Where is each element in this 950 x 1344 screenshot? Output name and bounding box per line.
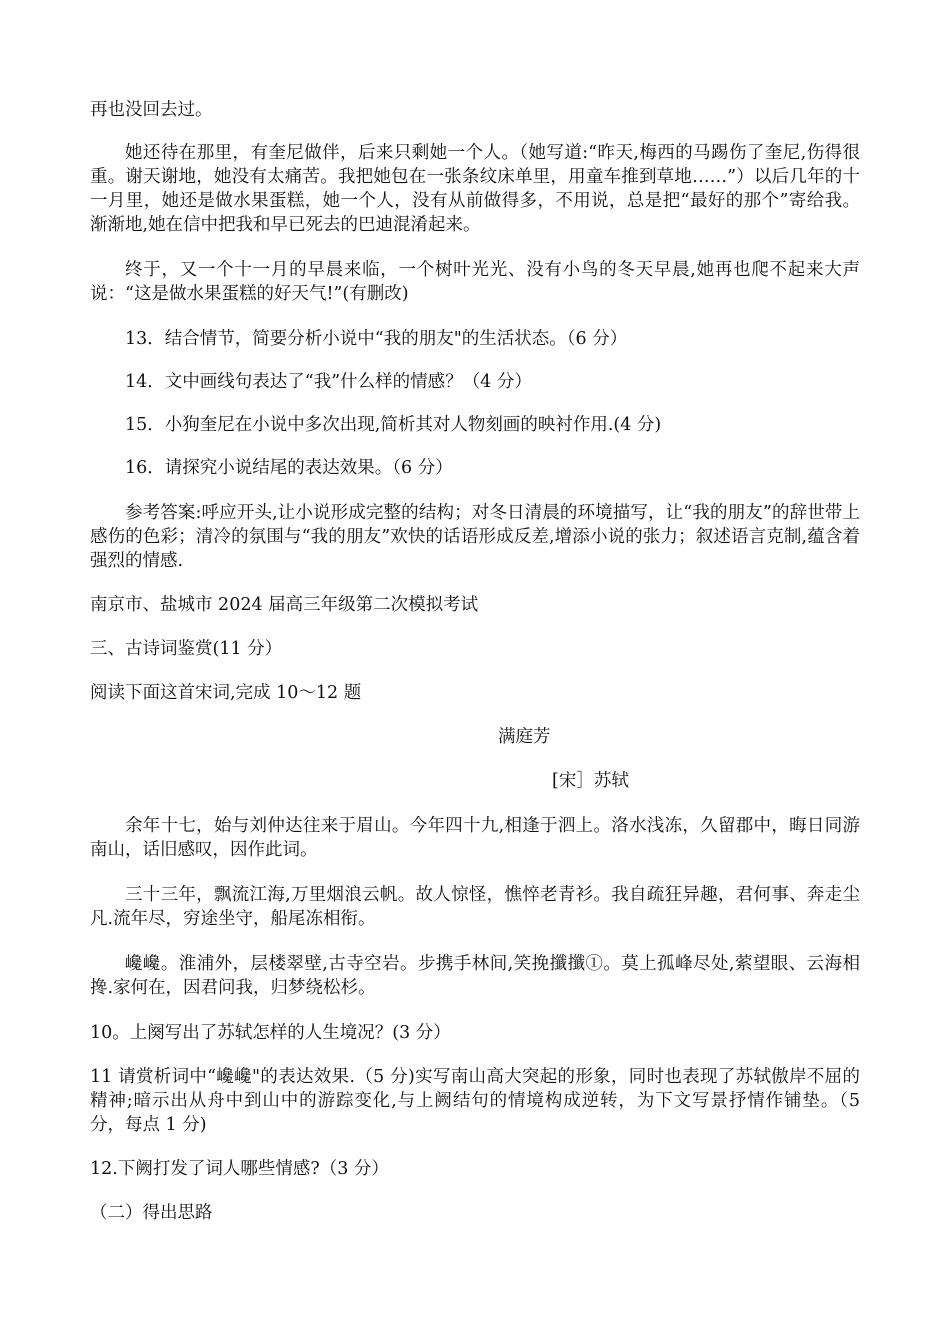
section-heading-poetry: 三、古诗词鉴赏(11 分） xyxy=(90,639,283,659)
poem-upper-stanza: 三十三年，飘流江海,万里烟浪云帆。故人惊怪，憔悴老青衫。我自疏狂异趣，君何事、奔走尘凡.流年尽，穷途坐守，船尾冻相衔。 xyxy=(90,885,860,929)
poem-author: [宋］苏轼 xyxy=(552,771,629,791)
question-13: 13．结合情节，简要分析小说中“我的朋友"的生活状态。（6 分） xyxy=(125,329,628,349)
story-ending-line: 再也没回去过。 xyxy=(90,100,213,120)
question-11-with-answer: 11 请赏析词中“巉巉"的表达效果.（5 分)实写南山高大突起的形象，同时也表现了苏轼傲岸不屈的精神;暗示出从舟中到山中的游踪变化,与上阙结句的情境构成逆转，为下文写景抒情作铺垫。（5 分，每点 1 分) xyxy=(90,1067,860,1135)
question-12: 12.下阙打发了词人哪些情感?（3 分） xyxy=(90,1159,389,1179)
question-14: 14．文中画线句表达了“我”什么样的情感？（4 分） xyxy=(125,372,532,392)
exam-title: 南京市、盐城市 2024 届高三年级第二次模拟考试 xyxy=(90,595,479,615)
question-15: 15．小狗奎尼在小说中多次出现,简析其对人物刻画的映衬作用.(4 分) xyxy=(125,415,662,435)
question-10: 10。上阕写出了苏轼怎样的人生境况？(3 分） xyxy=(90,1023,451,1043)
reference-answer: 参考答案:呼应开头,让小说形成完整的结构；对冬日清晨的环境描写，让“我的朋友”的辞世带上感伤的色彩；清冷的氛围与“我的朋友”欢快的话语形成反差,增添小说的张力；叙述语言克制,蕴含着强烈的情感. xyxy=(90,503,860,571)
story-paragraph-final: 终于，又一个十一月的早晨来临，一个树叶光光、没有小鸟的冬天早晨,她再也爬不起来大声说：“这是做水果蛋糕的好天气!”(有删改) xyxy=(90,260,860,304)
poem-preface: 余年十七，始与刘仲达往来于眉山。今年四十九,相逢于泗上。洛水浅冻，久留郡中，晦日同游南山，话旧感叹，因作此词。 xyxy=(90,816,860,860)
poem-title: 满庭芳 xyxy=(498,727,551,747)
section-heading-thinking: （二）得出思路 xyxy=(90,1203,213,1223)
document-page xyxy=(90,98,860,1225)
story-paragraph-queenie: 她还待在那里，有奎尼做伴，后来只剩她一个人。（她写道:“昨天,梅西的马踢伤了奎尼,伤得很重。谢天谢地，她没有太痛苦。我把她包在一张条纹床单里，用童车推到草地……”）以后几年的十一月里，她还是做水果蛋糕，她一个人，没有从前做得多，不用说，总是把“最好的那个”寄给我。渐渐地,她在信中把我和早已死去的巴迪混淆起来。 xyxy=(90,143,860,235)
poem-lower-stanza: 巉巉。淮浦外，层楼翠壁,古寺空岩。步携手林间,笑挽攕攕①。莫上孤峰尽处,萦望眼、云海相搀.家何在，因君问我，归梦绕松杉。 xyxy=(90,954,860,998)
reading-instruction: 阅读下面这首宋词,完成 10～12 题 xyxy=(90,683,362,703)
question-16: 16．请探究小说结尾的表达效果。（6 分） xyxy=(125,458,453,478)
